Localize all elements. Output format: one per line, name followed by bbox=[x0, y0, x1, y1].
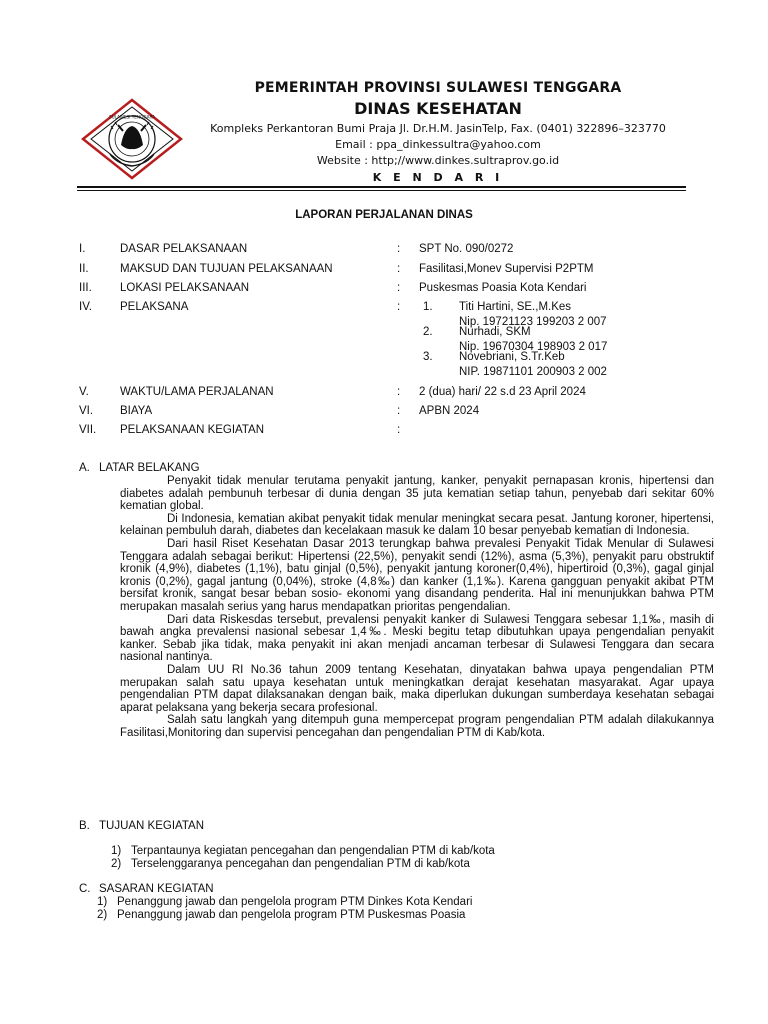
list-number: 1) bbox=[111, 845, 122, 857]
detail-colon: : bbox=[397, 424, 401, 436]
detail-value: Fasilitasi,Monev Supervisi P2PTM bbox=[419, 263, 594, 275]
section-c-heading bbox=[79, 883, 214, 895]
paragraph: Penyakit tidak menular terutama penyakit jantung, kanker, penyakit pernapasan kronis, hipertensi dan diabetes adalah pembunuh terbesar di dunia dengan 35 juta kematian setiap tahun, penyebab dari sekitar 60% kematian global. bbox=[120, 475, 714, 513]
list-text: Terselenggaranya pencegahan dan pengendalian PTM di kab/kota bbox=[131, 858, 470, 870]
detail-colon: : bbox=[397, 301, 401, 313]
detail-number: I. bbox=[79, 243, 86, 255]
city-line: K E N D A R I bbox=[372, 171, 504, 184]
staff-nip: NIP. 19871101 200903 2 002 bbox=[459, 366, 607, 378]
section-letter: C. bbox=[79, 883, 91, 895]
detail-label: PELAKSANAAN KEGIATAN bbox=[120, 424, 265, 436]
letterhead bbox=[188, 80, 688, 184]
section-letter: B. bbox=[79, 820, 90, 832]
provincial-emblem-logo bbox=[77, 98, 187, 180]
section-letter: A. bbox=[79, 462, 90, 474]
staff-nip: Nip. 19721123 199203 2 007 bbox=[459, 316, 607, 328]
detail-label: PELAKSANA bbox=[120, 301, 189, 313]
detail-label: MAKSUD DAN TUJUAN PELAKSANAAN bbox=[120, 263, 333, 275]
paragraph: Dari hasil Riset Kesehatan Dasar 2013 terungkap bahwa prevalesi Penyakit Tidak Menular di Sulawesi Tenggara adalah sebagai berikut: Hipertensi (22,5%), penyakit sendi (12%), asma (5,3%), penyakit paru obstruktif kronik (4,9%), diabetes (1,1%), batu ginjal (0,5%), penyakit jantung koroner(0,4%), hipertiroid (0,3%), gagal ginjal kronis (0,2%), gagal jantung (0,04%), stroke (4,8‰) dan kanker (1,1‰). Karena gangguan penyakit akibat PTM bersifat kronik, sangat besar beban sosio- ekonomi yang disandang penderita. Hal ini menunjukkan bahwa PTM merupakan masalah serius yang harus mendapatkan prioritas pengendalian. bbox=[120, 537, 714, 613]
staff-nip: Nip. 19670304 198903 2 017 bbox=[459, 341, 608, 353]
staff-name: Titi Hartini, SE.,M.Kes bbox=[459, 301, 572, 313]
section-title: SASARAN KEGIATAN bbox=[99, 883, 214, 895]
list-text: Penanggung jawab dan pengelola program PTM Puskesmas Poasia bbox=[117, 909, 466, 921]
agency-name: DINAS KESEHATAN bbox=[354, 99, 522, 118]
detail-number: V. bbox=[79, 386, 89, 398]
detail-number: III. bbox=[79, 282, 92, 294]
government-name: PEMERINTAH PROVINSI SULAWESI TENGGARA bbox=[254, 80, 622, 96]
list-text: Penanggung jawab dan pengelola program PTM Dinkes Kota Kendari bbox=[117, 896, 473, 908]
website-line: Website : http;//www.dinkes.sultraprov.go.id bbox=[316, 154, 560, 167]
letterhead-rule-thin bbox=[77, 190, 686, 191]
section-title: LATAR BELAKANG bbox=[99, 462, 200, 474]
detail-number: VI. bbox=[79, 405, 94, 417]
detail-value: 2 (dua) hari/ 22 s.d 23 April 2024 bbox=[419, 386, 586, 398]
paragraph: Dari data Riskesdas tersebut, prevalensi penyakit kanker di Sulawesi Tenggara sebesar 1,1‰, masih di bawah angka prevalensi nasional sebesar 1,4‰. Meski begitu tetap dibutuhkan upaya pengendalian penyakit kanker. Sebab jika tidak, maka penyakit ini akan menjadi ancaman terbesar di Sulawesi Tenggara dan secara nasional nantinya. bbox=[120, 613, 714, 664]
detail-colon: : bbox=[397, 263, 401, 275]
detail-number: IV. bbox=[79, 301, 93, 313]
staff-number: 3. bbox=[423, 351, 433, 363]
detail-value: SPT No. 090/0272 bbox=[419, 243, 514, 255]
section-a-body bbox=[120, 475, 714, 739]
detail-number: VII. bbox=[79, 424, 97, 436]
section-title: TUJUAN KEGIATAN bbox=[99, 820, 204, 832]
detail-label: LOKASI PELAKSANAAN bbox=[120, 282, 250, 294]
detail-label: BIAYA bbox=[120, 405, 153, 417]
staff-number: 1. bbox=[423, 301, 433, 313]
staff-number: 2. bbox=[423, 326, 433, 338]
detail-colon: : bbox=[397, 405, 401, 417]
detail-label: DASAR PELAKSANAAN bbox=[120, 243, 248, 255]
detail-value: APBN 2024 bbox=[419, 405, 480, 417]
staff-name: Nurhadi, SKM bbox=[459, 326, 531, 338]
email-line: Email : ppa_dinkessultra@yahoo.com bbox=[335, 138, 541, 151]
staff-name: Novebriani, S.Tr.Keb bbox=[459, 351, 565, 363]
address-line: Kompleks Perkantoran Bumi Praja Jl. Dr.H.M. JasinTelp, Fax. (0401) 322896–323770 bbox=[210, 122, 666, 135]
paragraph: Salah satu langkah yang ditempuh guna mempercepat program pengendalian PTM adalah dilakukannya Fasilitasi,Monitoring dan supervisi pencegahan dan pengendalian PTM di Kab/kota. bbox=[120, 714, 714, 739]
detail-value: Puskesmas Poasia Kota Kendari bbox=[419, 282, 587, 294]
detail-label: WAKTU/LAMA PERJALANAN bbox=[120, 386, 274, 398]
list-number: 2) bbox=[97, 909, 108, 921]
logo-lettering: SULAWESI TENGGARA bbox=[108, 114, 156, 120]
detail-colon: : bbox=[397, 243, 401, 255]
paragraph: Dalam UU RI No.36 tahun 2009 tentang Kesehatan, dinyatakan bahwa upaya pengendalian PTM merupakan salah satu upaya kesehatan untuk meningkatkan derajat kesehatan masyarakat. Agar upaya pengendalian PTM dapat dilaksanakan dengan baik, maka diperlukan dukungan sumberdaya kesehatan sebagai aparat pelaksana yang bekerja secara profesional. bbox=[120, 663, 714, 714]
paragraph: Di Indonesia, kematian akibat penyakit tidak menular meningkat secara pesat. Jantung koroner, hipertensi, kelainan pembuluh darah, diabetes dan kecelakaan masuk ke dalam 10 besar penyebab kematian di Indonesia. bbox=[120, 512, 714, 538]
list-text: Terpantaunya kegiatan pencegahan dan pengendalian PTM di kab/kota bbox=[131, 845, 495, 857]
detail-colon: : bbox=[397, 386, 401, 398]
list-number: 1) bbox=[97, 896, 108, 908]
list-number: 2) bbox=[111, 858, 122, 870]
section-b-heading bbox=[79, 820, 204, 832]
section-a-heading bbox=[79, 462, 200, 474]
detail-colon: : bbox=[397, 282, 401, 294]
letterhead-rule-thick bbox=[77, 186, 686, 188]
detail-number: II. bbox=[79, 263, 89, 275]
document-title: LAPORAN PERJALANAN DINAS bbox=[295, 209, 473, 221]
